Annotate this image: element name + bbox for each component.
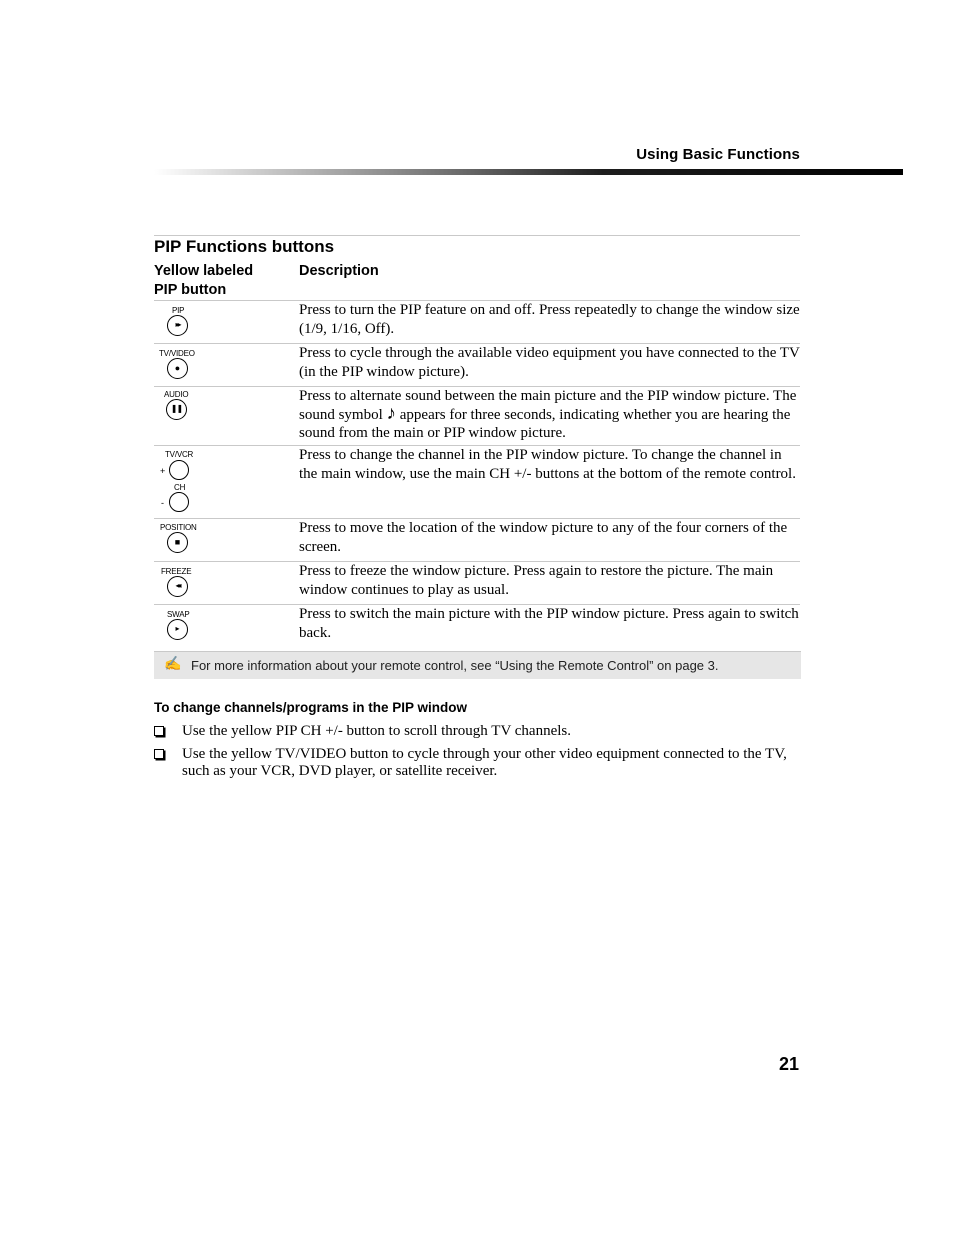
swap-button-icon	[154, 605, 299, 651]
table-row	[154, 562, 800, 605]
header-gradient-bar	[154, 169, 903, 175]
table-header-row	[154, 262, 800, 301]
fast-forward-icon: ▸▸	[175, 320, 180, 329]
pip-button-icon	[154, 301, 299, 343]
row-description: Press to cycle through the available video equipment you have connected to the TV (in the PIP window picture).	[299, 344, 800, 387]
description-text: appears for three seconds, indicating whether you are hearing the sound from the main or PIP window picture.	[299, 406, 791, 441]
button-label: TV/VCR	[165, 450, 194, 459]
row-description	[299, 387, 800, 446]
running-head: Using Basic Functions	[636, 146, 800, 163]
bullet-text: Use the yellow PIP CH +/- button to scroll through TV channels.	[182, 723, 571, 739]
channel-button-icon	[154, 446, 299, 518]
list-item	[154, 746, 794, 781]
bullet-text: Use the yellow TV/VIDEO button to cycle through your other video equipment connected to the TV, such as your VCR, DVD player, or satellite receiver.	[182, 745, 787, 779]
position-button-icon	[154, 519, 299, 561]
plus-sign: +	[160, 466, 166, 476]
checkbox-bullet-icon	[154, 726, 164, 736]
list-item	[154, 723, 794, 741]
channel-up-circle	[169, 460, 189, 480]
column-header-button: Yellow labeled PIP button	[154, 263, 254, 298]
note-box	[154, 651, 801, 679]
button-label: AUDIO	[164, 390, 189, 399]
play-icon: ▸	[175, 624, 180, 633]
section-title: PIP Functions buttons	[154, 237, 335, 256]
table-row	[154, 344, 800, 387]
button-label: SWAP	[167, 610, 190, 619]
description-text: Press to alternate sound between the main picture and the PIP window picture. The sound symbol	[299, 388, 797, 423]
freeze-button-icon	[154, 562, 299, 604]
minus-sign: -	[161, 498, 164, 508]
column-header-description: Description	[299, 263, 379, 279]
tv-video-button-icon	[154, 344, 299, 386]
pause-icon: ❚❚	[170, 404, 183, 413]
checkbox-bullet-icon	[154, 749, 164, 759]
stop-square-icon: ■	[174, 537, 181, 547]
button-label: PIP	[172, 306, 185, 315]
button-label: POSITION	[160, 523, 197, 532]
channels-subhead: To change channels/programs in the PIP window	[154, 700, 468, 715]
audio-button-icon	[154, 387, 299, 445]
row-description: Press to turn the PIP feature on and off. Press repeatedly to change the window size (1/9, 1/16, Off).	[299, 301, 800, 344]
pip-buttons-table	[154, 262, 800, 651]
row-description: Press to freeze the window picture. Press again to restore the picture. The main window continues to play as usual.	[299, 562, 800, 605]
button-label: FREEZE	[161, 567, 192, 576]
row-description: Press to move the location of the window picture to any of the four corners of the screen.	[299, 519, 800, 562]
rewind-icon: ◂◂	[175, 581, 180, 590]
bullet-list	[154, 723, 794, 786]
channel-down-circle	[169, 492, 189, 512]
note-pen-icon: ✍	[164, 657, 182, 672]
row-description: Press to switch the main picture with the PIP window picture. Press again to switch back.	[299, 605, 800, 652]
table-row	[154, 387, 800, 446]
music-note-icon: ♪	[386, 402, 397, 424]
button-label-ch: CH	[174, 483, 186, 492]
record-dot-icon: ●	[174, 363, 181, 373]
table-row	[154, 519, 800, 562]
table-row	[154, 605, 800, 652]
table-row	[154, 301, 800, 344]
button-label: TV/VIDEO	[159, 349, 195, 358]
note-text: For more information about your remote control, see “Using the Remote Control” on page 3.	[191, 658, 719, 673]
row-description: Press to change the channel in the PIP window picture. To change the channel in the main window, use the main CH +/- buttons at the bottom of the remote control.	[299, 446, 800, 519]
page-number: 21	[778, 1054, 799, 1074]
pip-functions-section	[154, 235, 800, 679]
table-row	[154, 446, 800, 519]
